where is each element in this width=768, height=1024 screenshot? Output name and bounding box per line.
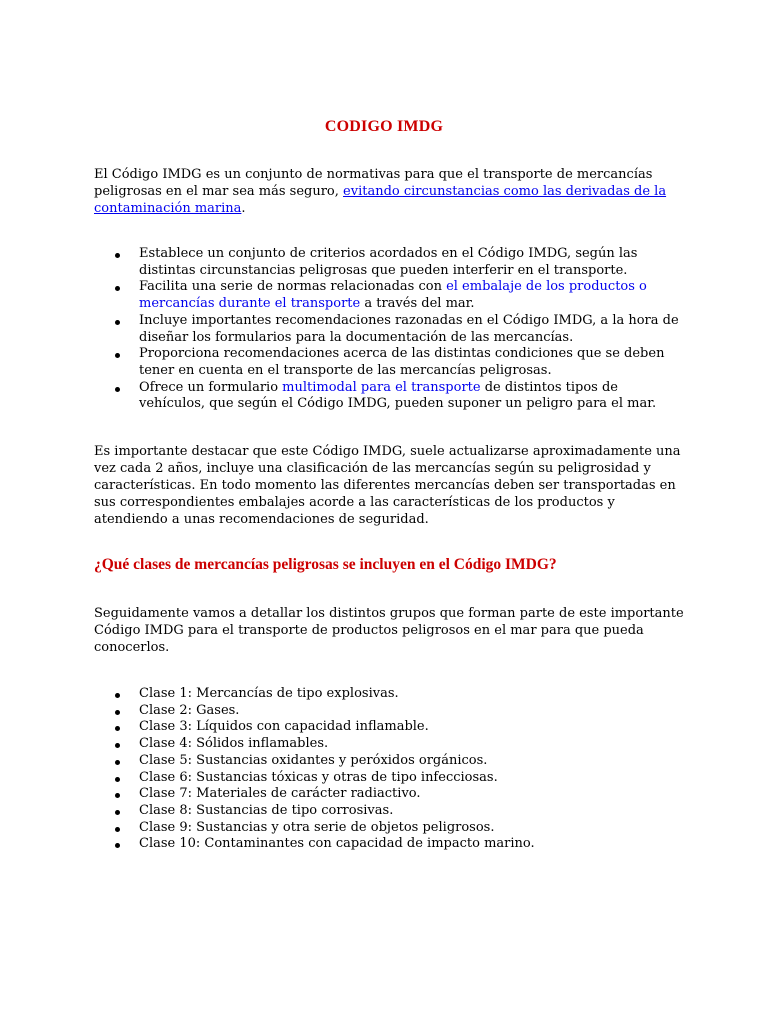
- contamination-link[interactable]: evitando circunstancias como las derivadas de la contaminación marina: [94, 184, 667, 216]
- bullet-icon: [115, 760, 120, 765]
- list-item: Clase 8: Sustancias de tipo corrosivas.: [94, 803, 684, 820]
- bullet-icon: [115, 843, 120, 848]
- intro-paragraph: [94, 166, 684, 217]
- list-item: Clase 5: Sustancias oxidantes y peróxidos orgánicos.: [94, 753, 684, 770]
- bullet-icon: [115, 320, 120, 325]
- multimodal-link[interactable]: multimodal para el transporte: [282, 379, 481, 395]
- bullet-icon: [115, 387, 120, 392]
- list-item: Clase 10: Contaminantes con capacidad de impacto marino.: [94, 836, 684, 853]
- list-item: Clase 9: Sustancias y otra serie de objetos peligrosos.: [94, 820, 684, 837]
- bullet-icon: [115, 810, 120, 815]
- packaging-link[interactable]: el embalaje de los productos o mercancías durante el transporte: [139, 279, 647, 312]
- bullet-icon: [115, 710, 120, 715]
- list-item: Clase 4: Sólidos inflamables.: [94, 736, 684, 753]
- bullet-icon: [115, 793, 120, 798]
- features-list: [94, 246, 684, 413]
- list-item: Incluye importantes recomendaciones razonadas en el Código IMDG, a la hora de diseñar los formularios para la documentación de las mercancías.: [94, 313, 684, 346]
- intro-text-end: .: [241, 201, 246, 216]
- bullet-icon: [115, 743, 120, 748]
- bullet-icon: [115, 286, 120, 291]
- classes-list: [94, 686, 684, 853]
- list-item: Establece un conjunto de criterios acordados en el Código IMDG, según las distintas circunstancias peligrosas que pueden interferir en el transporte.: [94, 246, 684, 279]
- page-title: CODIGO IMDG: [324, 118, 444, 135]
- list-item: Proporciona recomendaciones acerca de las distintas condiciones que se deben tener en cuenta en el transporte de las mercancías peligrosas.: [94, 346, 684, 379]
- list-item: Clase 7: Materiales de carácter radiactivo.: [94, 786, 684, 803]
- bullet-icon: [115, 827, 120, 832]
- classes-intro-paragraph: Seguidamente vamos a detallar los distintos grupos que forman parte de este importante Código IMDG para el transporte de productos peligrosos en el mar para que pueda conocerlos.: [94, 606, 684, 655]
- list-item: Clase 6: Sustancias tóxicas y otras de tipo infecciosas.: [94, 770, 684, 787]
- list-item: Clase 3: Líquidos con capacidad inflamable.: [94, 719, 684, 736]
- intro-text: El Código IMDG es un conjunto de normativas para que el transporte de mercancías peligrosas en el mar sea más seguro,: [94, 167, 653, 199]
- bullet-icon: [115, 777, 120, 782]
- update-paragraph: Es importante destacar que este Código IMDG, suele actualizarse aproximadamente una vez cada 2 años, incluye una clasificación de las mercancías según su peligrosidad y características. En todo momento las diferentes mercancías deben ser transportadas en sus correspondientes embalajes acorde a las características de los productos y atendiendo a unas recomendaciones de seguridad.: [94, 444, 681, 527]
- bullet-icon: [115, 253, 120, 258]
- bullet-icon: [115, 353, 120, 358]
- section-heading: ¿Qué clases de mercancías peligrosas se incluyen en el Código IMDG?: [94, 556, 557, 573]
- list-item: Ofrece un formulario multimodal para el transporte de distintos tipos de vehículos, que según el Código IMDG, pueden suponer un peligro para el mar.: [94, 380, 684, 413]
- list-item: Clase 2: Gases.: [94, 703, 684, 720]
- list-item: Clase 1: Mercancías de tipo explosivas.: [94, 686, 684, 703]
- list-item: Facilita una serie de normas relacionadas con el embalaje de los productos o mercancías durante el transporte a través del mar.: [94, 279, 684, 312]
- bullet-icon: [115, 726, 120, 731]
- bullet-icon: [115, 693, 120, 698]
